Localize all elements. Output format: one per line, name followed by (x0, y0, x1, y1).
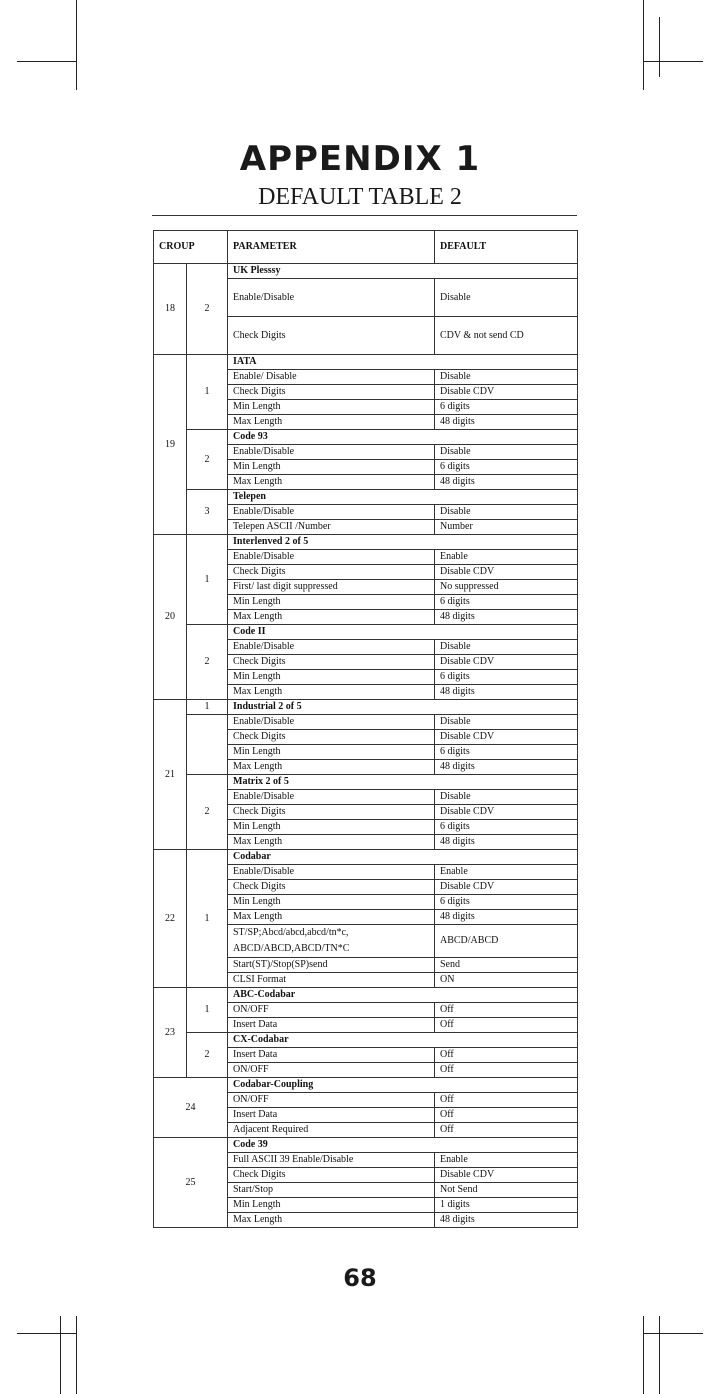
symbology-title: Code 39 (228, 1138, 578, 1153)
parameter-cell: Max Length (228, 760, 435, 775)
default-cell: Off (435, 1048, 578, 1063)
column-header-parameter: PARAMETER (228, 231, 435, 264)
parameter-cell: Check Digits (228, 805, 435, 820)
group-number: 18 (154, 264, 187, 355)
group-number: 25 (154, 1138, 228, 1228)
parameter-cell: Min Length (228, 895, 435, 910)
sub-number: 2 (187, 264, 228, 355)
default-cell: Disable (435, 715, 578, 730)
parameter-cell: Enable/Disable (228, 640, 435, 655)
default-cell: Disable (435, 790, 578, 805)
table-row (154, 1078, 578, 1093)
crop-mark (659, 17, 660, 77)
default-cell: Disable (435, 445, 578, 460)
default-cell: Disable (435, 370, 578, 385)
parameter-cell: ON/OFF (228, 1003, 435, 1018)
group-number: 24 (154, 1078, 228, 1138)
symbology-title: IATA (228, 355, 578, 370)
parameter-cell: Enable/Disable (228, 445, 435, 460)
group-number: 23 (154, 988, 187, 1078)
crop-mark (643, 1316, 644, 1394)
parameter-cell: Check Digits (228, 1168, 435, 1183)
default-cell: Enable (435, 550, 578, 565)
parameter-cell: Check Digits (228, 385, 435, 400)
default-cell: Disable (435, 279, 578, 317)
default-cell: Disable CDV (435, 655, 578, 670)
symbology-title: Code II (228, 625, 578, 640)
table-header-row (154, 231, 578, 264)
default-table (153, 230, 577, 1228)
parameter-line: ABCD/ABCD,ABCD/TN*C (233, 943, 350, 954)
column-header-group: CROUP (154, 231, 228, 264)
default-cell: No suppressed (435, 580, 578, 595)
table-row (154, 355, 578, 370)
crop-mark (643, 0, 644, 90)
table-row (154, 850, 578, 865)
parameter-cell: Enable/ Disable (228, 370, 435, 385)
sub-number: 1 (187, 355, 228, 430)
parameter-cell: Min Length (228, 595, 435, 610)
table-row (154, 715, 578, 730)
default-cell: Off (435, 1063, 578, 1078)
symbology-title: Code 93 (228, 430, 578, 445)
default-cell: Enable (435, 865, 578, 880)
parameter-cell: Enable/Disable (228, 865, 435, 880)
parameter-cell: Enable/Disable (228, 550, 435, 565)
parameter-cell: Min Length (228, 400, 435, 415)
default-cell: Off (435, 1003, 578, 1018)
default-cell: Off (435, 1018, 578, 1033)
symbology-title: Matrix 2 of 5 (228, 775, 578, 790)
crop-mark (643, 1333, 703, 1334)
page-subtitle: DEFAULT TABLE 2 (258, 184, 462, 210)
default-cell: 48 digits (435, 835, 578, 850)
crop-mark (17, 1333, 77, 1334)
symbology-title: ABC-Codabar (228, 988, 578, 1003)
default-cell: 6 digits (435, 400, 578, 415)
parameter-cell: Insert Data (228, 1048, 435, 1063)
parameter-cell: Start/Stop (228, 1183, 435, 1198)
parameter-cell: Start(ST)/Stop(SP)send (228, 958, 435, 973)
default-cell: Disable CDV (435, 565, 578, 580)
default-cell: 48 digits (435, 910, 578, 925)
parameter-cell: Telepen ASCII /Number (228, 520, 435, 535)
symbology-title: Codabar (228, 850, 578, 865)
parameter-cell: Check Digits (228, 317, 435, 355)
table-row (154, 1033, 578, 1048)
parameter-cell: Min Length (228, 820, 435, 835)
table-row (154, 988, 578, 1003)
default-cell: Disable (435, 640, 578, 655)
default-cell: 6 digits (435, 670, 578, 685)
default-cell: ABCD/ABCD (435, 925, 578, 958)
parameter-cell: Check Digits (228, 565, 435, 580)
group-number: 19 (154, 355, 187, 535)
crop-mark (60, 1316, 61, 1394)
default-cell: 6 digits (435, 820, 578, 835)
default-cell: 48 digits (435, 610, 578, 625)
default-cell: 48 digits (435, 685, 578, 700)
sub-number-empty (187, 715, 228, 775)
parameter-cell: CLSI Format (228, 973, 435, 988)
default-cell: CDV & not send CD (435, 317, 578, 355)
sub-number: 1 (187, 850, 228, 988)
sub-number: 1 (187, 988, 228, 1033)
table-row (154, 430, 578, 445)
default-cell: 6 digits (435, 595, 578, 610)
default-cell: Disable CDV (435, 385, 578, 400)
default-cell: ON (435, 973, 578, 988)
parameter-cell: Max Length (228, 685, 435, 700)
default-cell: 6 digits (435, 460, 578, 475)
parameter-cell: ON/OFF (228, 1093, 435, 1108)
parameter-cell: Enable/Disable (228, 279, 435, 317)
default-cell: Disable CDV (435, 805, 578, 820)
table-row (154, 1138, 578, 1153)
crop-mark (76, 1316, 77, 1394)
group-number: 21 (154, 700, 187, 850)
page-number: 68 (343, 1264, 377, 1292)
default-cell: Not Send (435, 1183, 578, 1198)
parameter-line: ST/SP;Abcd/abcd,abcd/tn*c, (233, 927, 349, 938)
default-cell: Off (435, 1123, 578, 1138)
parameter-cell: ON/OFF (228, 1063, 435, 1078)
parameter-cell: Max Length (228, 835, 435, 850)
crop-mark (659, 1316, 660, 1394)
group-number: 20 (154, 535, 187, 700)
default-cell: Disable (435, 505, 578, 520)
default-cell: 1 digits (435, 1198, 578, 1213)
parameter-cell: Min Length (228, 460, 435, 475)
group-number: 22 (154, 850, 187, 988)
default-cell: 48 digits (435, 760, 578, 775)
crop-mark (76, 0, 77, 90)
parameter-cell: Max Length (228, 415, 435, 430)
symbology-title: Codabar-Coupling (228, 1078, 578, 1093)
default-cell: Disable CDV (435, 880, 578, 895)
symbology-title: Interlenved 2 of 5 (228, 535, 578, 550)
default-cell: Disable CDV (435, 730, 578, 745)
table-row (154, 625, 578, 640)
page-title: APPENDIX 1 (239, 139, 481, 179)
default-cell: Off (435, 1108, 578, 1123)
symbology-title: CX-Codabar (228, 1033, 578, 1048)
parameter-cell: First/ last digit suppressed (228, 580, 435, 595)
parameter-cell: Max Length (228, 1213, 435, 1228)
parameter-cell: Max Length (228, 475, 435, 490)
parameter-cell: Max Length (228, 910, 435, 925)
parameter-cell: Insert Data (228, 1108, 435, 1123)
table-row (154, 264, 578, 279)
table-row (154, 700, 578, 715)
title-divider (152, 215, 577, 216)
sub-number: 2 (187, 625, 228, 700)
default-cell: Disable CDV (435, 1168, 578, 1183)
parameter-cell: Min Length (228, 670, 435, 685)
symbology-title: UK Plesssy (228, 264, 578, 279)
parameter-cell: Enable/Disable (228, 505, 435, 520)
parameter-cell (228, 925, 435, 958)
table-row (154, 775, 578, 790)
default-cell: Number (435, 520, 578, 535)
default-cell: 6 digits (435, 745, 578, 760)
sub-number: 2 (187, 1033, 228, 1078)
parameter-cell: Enable/Disable (228, 790, 435, 805)
symbology-title: Industrial 2 of 5 (228, 700, 578, 715)
column-header-default: DEFAULT (435, 231, 578, 264)
default-cell: 6 digits (435, 895, 578, 910)
default-cell: Send (435, 958, 578, 973)
sub-number: 1 (187, 535, 228, 625)
sub-number: 2 (187, 775, 228, 850)
sub-number: 1 (187, 700, 228, 715)
parameter-cell: Full ASCII 39 Enable/Disable (228, 1153, 435, 1168)
default-cell: Enable (435, 1153, 578, 1168)
crop-mark (643, 61, 703, 62)
parameter-cell: Max Length (228, 610, 435, 625)
parameter-cell: Min Length (228, 745, 435, 760)
symbology-title: Telepen (228, 490, 578, 505)
parameter-cell: Insert Data (228, 1018, 435, 1033)
default-cell: Off (435, 1093, 578, 1108)
crop-mark (17, 61, 77, 62)
default-cell: 48 digits (435, 415, 578, 430)
table-row (154, 490, 578, 505)
sub-number: 2 (187, 430, 228, 490)
default-cell: 48 digits (435, 1213, 578, 1228)
parameter-cell: Enable/Disable (228, 715, 435, 730)
parameter-cell: Adjacent Required (228, 1123, 435, 1138)
parameter-cell: Min Length (228, 1198, 435, 1213)
table-row (154, 535, 578, 550)
parameter-cell: Check Digits (228, 730, 435, 745)
parameter-cell: Check Digits (228, 880, 435, 895)
parameter-cell: Check Digits (228, 655, 435, 670)
sub-number: 3 (187, 490, 228, 535)
default-cell: 48 digits (435, 475, 578, 490)
